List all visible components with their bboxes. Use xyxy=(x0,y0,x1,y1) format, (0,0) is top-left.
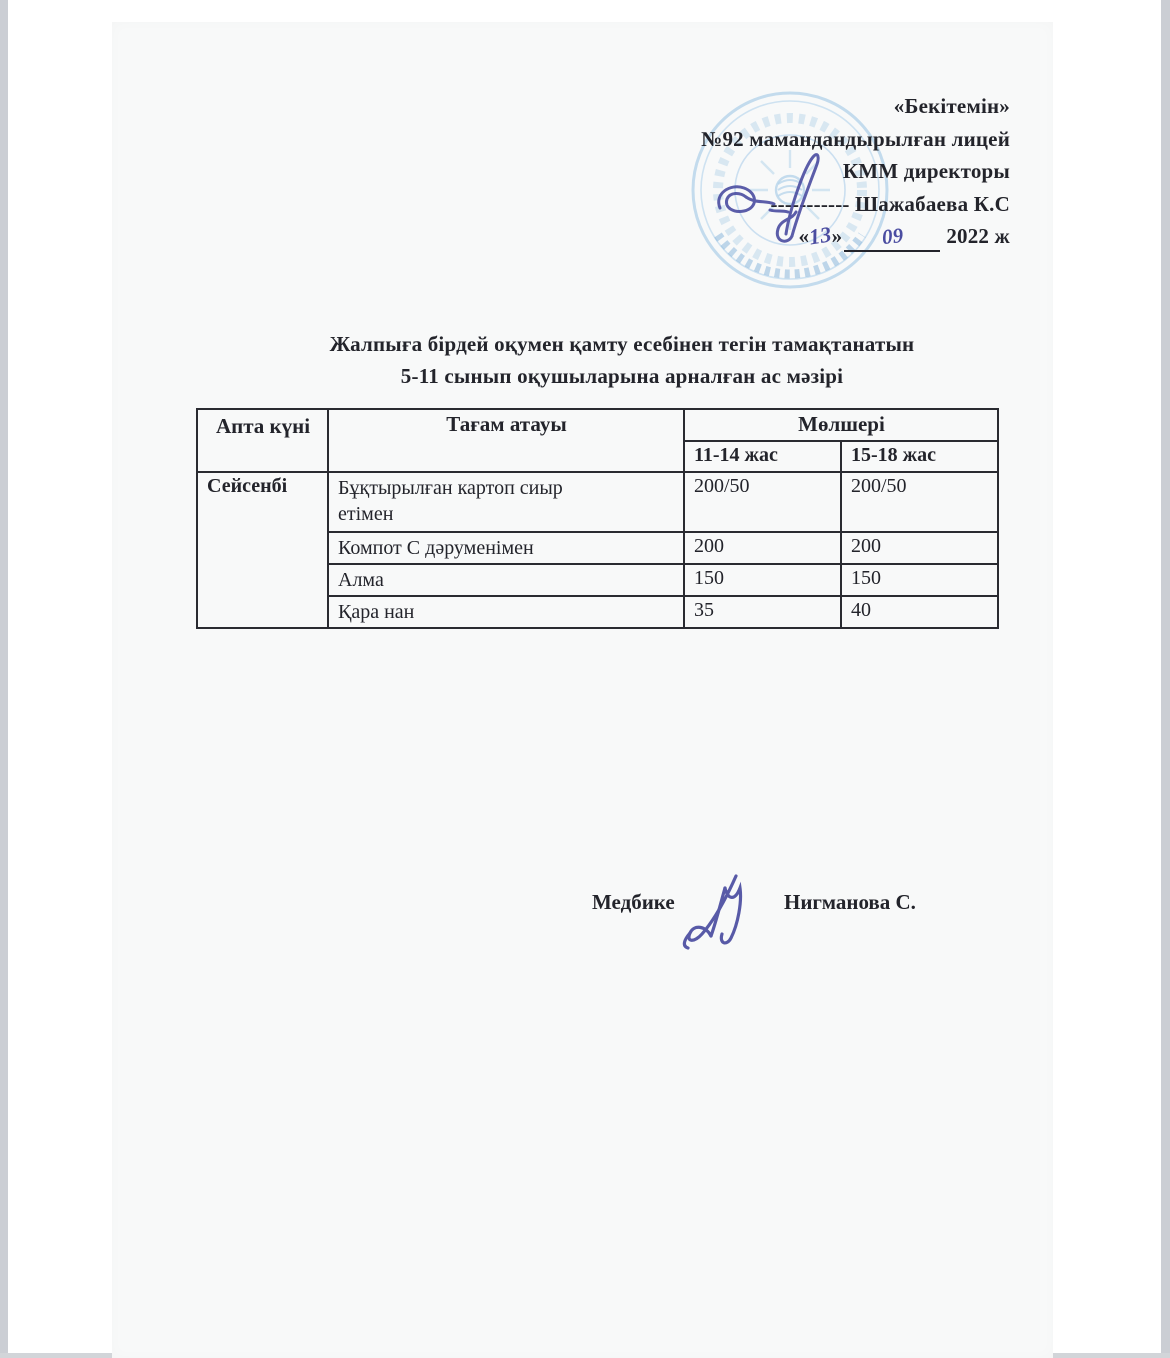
value-cell: 150 xyxy=(684,564,841,596)
value-cell: 150 xyxy=(841,564,998,596)
approval-line-director: КММ директоры xyxy=(842,159,1010,183)
handwritten-day: 13 xyxy=(807,221,834,250)
value-cell: 35 xyxy=(684,596,841,628)
date-year: 2022 ж xyxy=(946,224,1010,248)
header-age-15-18: 15-18 жас xyxy=(841,441,998,472)
header-amount: Мөлшері xyxy=(684,409,998,441)
day-cell: Сейсенбі xyxy=(197,472,328,628)
handwritten-month: 09 xyxy=(880,222,905,250)
table-header-row-1 xyxy=(197,409,998,441)
nurse-signature xyxy=(678,868,778,963)
date-month-underline xyxy=(844,224,940,252)
footer-role: Медбике xyxy=(592,890,675,914)
quote-close: » xyxy=(831,224,843,248)
title-line-2: 5-11 сынып оқушыларына арналған ас мәзірі xyxy=(400,364,844,388)
title-line-1: Жалпыға бірдей оқумен қамту есебінен тегін тамақтанатын xyxy=(329,332,915,356)
header-day: Апта күні xyxy=(197,409,328,472)
value-cell: 200/50 xyxy=(841,472,998,532)
document-title xyxy=(232,328,1012,392)
value-cell: 200 xyxy=(841,532,998,564)
dish-cell: Бұқтырылған картоп сиыр етімен xyxy=(328,472,684,532)
approval-line-school: №92 мамандандырылған лицей xyxy=(701,126,1010,151)
approval-line-approve: «Бекітемін» xyxy=(893,94,1010,118)
footer-name: Нигманова С. xyxy=(784,890,916,914)
director-name: Шажабаева К.С xyxy=(855,191,1010,216)
director-signature xyxy=(710,150,850,245)
photo-edge-left xyxy=(0,0,8,1358)
value-cell: 40 xyxy=(841,596,998,628)
value-cell: 200/50 xyxy=(684,472,841,532)
menu-table xyxy=(196,408,999,629)
signature-dashes: ----------- xyxy=(770,191,850,216)
header-age-11-14: 11-14 жас xyxy=(684,441,841,472)
document-page xyxy=(112,22,1053,1358)
dish-cell: Алма xyxy=(328,564,684,596)
table-row xyxy=(197,472,998,532)
header-dish: Тағам атауы xyxy=(328,409,684,472)
value-cell: 200 xyxy=(684,532,841,564)
footer-signature-block xyxy=(592,868,1052,968)
dish-cell: Компот С дәруменімен xyxy=(328,532,684,564)
quote-open: « xyxy=(798,224,810,248)
photo-edge-right xyxy=(1161,0,1170,1358)
dish-cell: Қара нан xyxy=(328,596,684,628)
